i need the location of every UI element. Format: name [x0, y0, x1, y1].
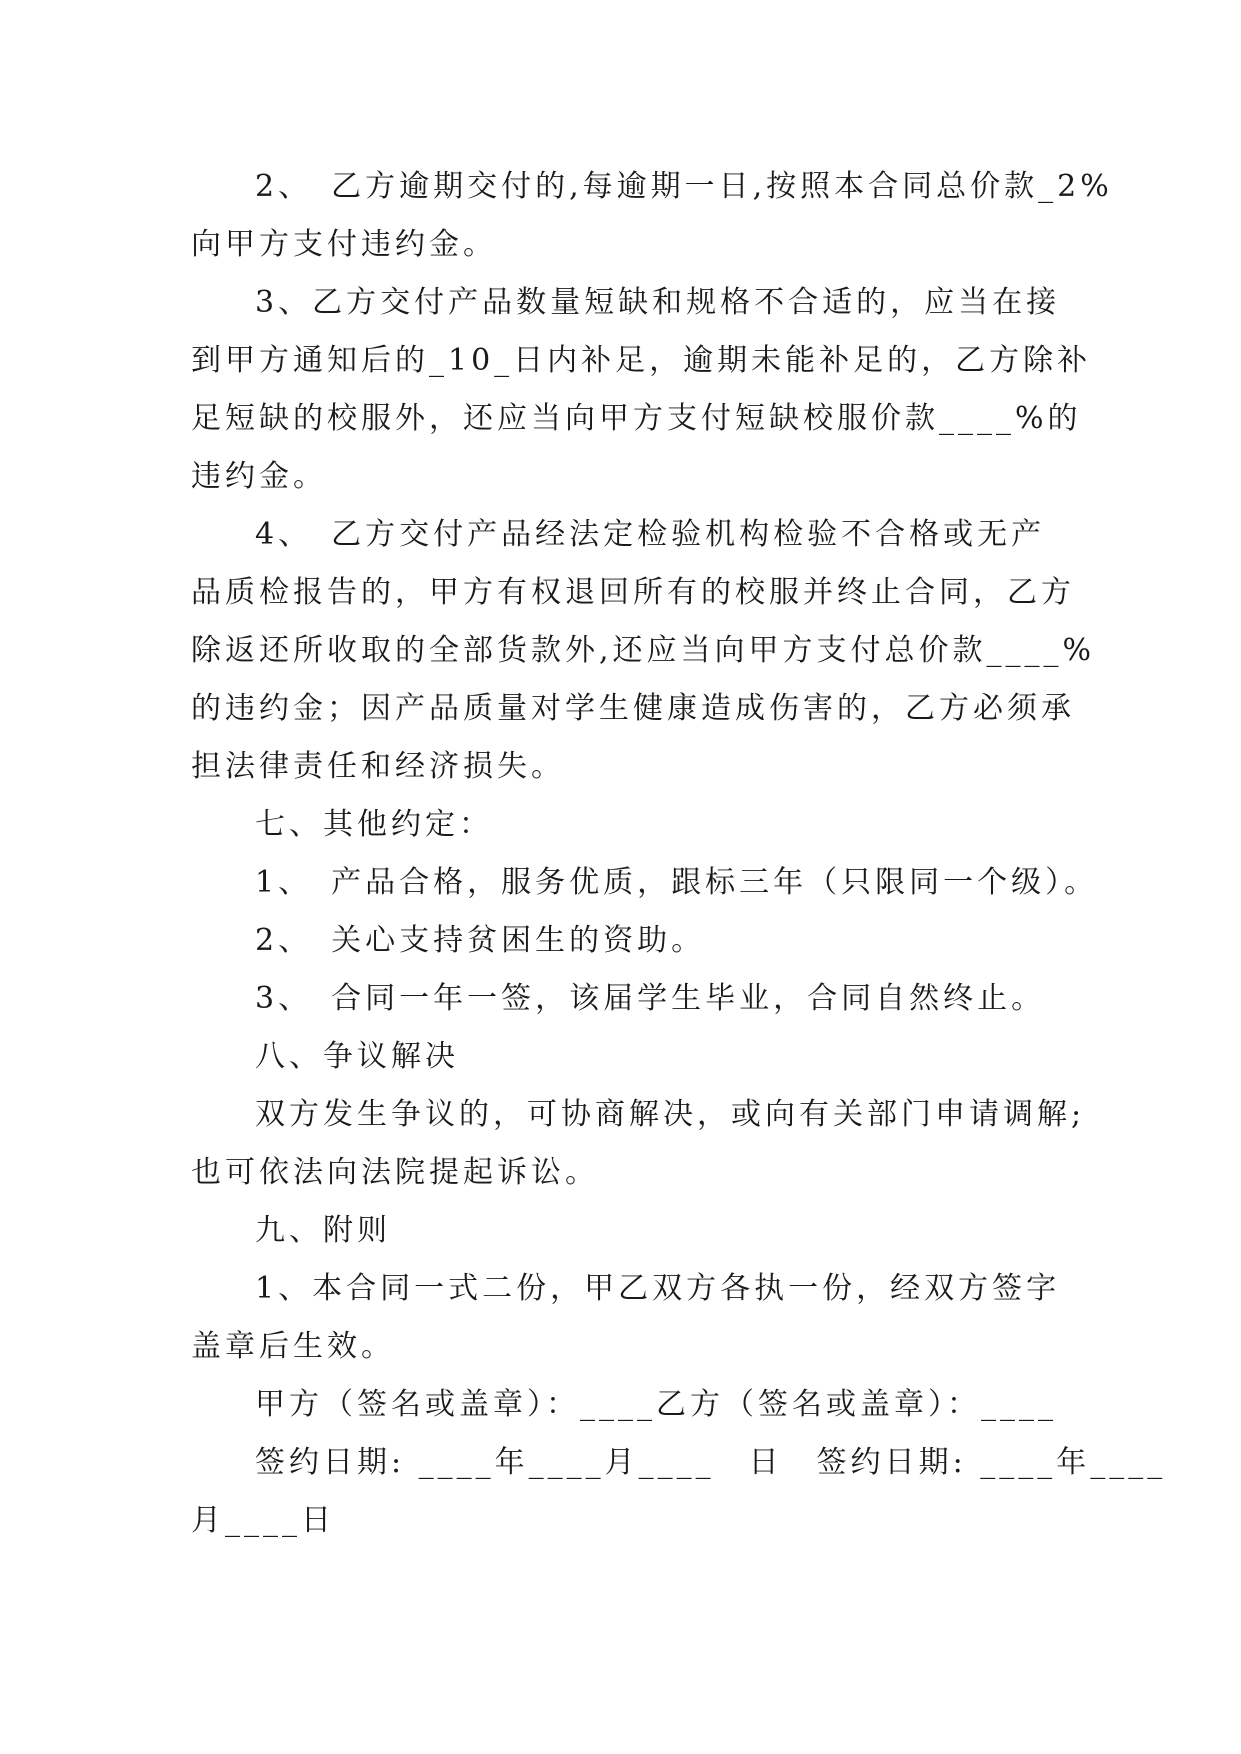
text-line: 担法律责任和经济损失。: [191, 749, 565, 784]
text-line: 3、乙方交付产品数量短缺和规格不合适的，应当在接: [255, 285, 1061, 320]
text-line: 签约日期: ____年____月____ 日 签约日期: ____年____: [255, 1445, 1167, 1480]
text-line: 3、 合同一年一签，该届学生毕业，合同自然终止。: [255, 981, 1046, 1016]
text-line: 4、 乙方交付产品经法定检验机构检验不合格或无产: [255, 517, 1046, 552]
document-body: [191, 158, 1167, 1550]
text-line: 双方发生争议的，可协商解决，或向有关部门申请调解;: [255, 1097, 1086, 1132]
text-line: 违约金。: [191, 459, 327, 494]
text-line: 足短缺的校服外，还应当向甲方支付短缺校服价款____%的: [191, 401, 1082, 436]
text-line: 七、其他约定：: [255, 807, 493, 842]
text-line: 除返还所收取的全部货款外,还应当向甲方支付总价款____%: [191, 633, 1096, 668]
text-line: 到甲方通知后的_10_日内补足，逾期未能补足的，乙方除补: [191, 343, 1092, 378]
text-line: 也可依法向法院提起诉讼。: [191, 1155, 599, 1190]
text-line: 的违约金；因产品质量对学生健康造成伤害的，乙方必须承: [191, 691, 1075, 726]
text-line: 2、 乙方逾期交付的,每逾期一日,按照本合同总价款_2%: [255, 169, 1113, 204]
text-line: 2、 关心支持贫困生的资助。: [255, 923, 706, 958]
text-line: 盖章后生效。: [191, 1329, 395, 1364]
text-line: 八、争议解决: [255, 1039, 459, 1074]
text-line: 1、 产品合格，服务优质，跟标三年（只限同一个级）。: [255, 865, 1099, 900]
text-line: 甲方（签名或盖章）：____乙方（签名或盖章）：____: [255, 1387, 1057, 1422]
text-line: 向甲方支付违约金。: [191, 227, 497, 262]
text-line: 1、本合同一式二份，甲乙双方各执一份，经双方签字: [255, 1271, 1061, 1306]
text-line: 九、附则: [255, 1213, 391, 1248]
text-line: 品质检报告的，甲方有权退回所有的校服并终止合同，乙方: [191, 575, 1075, 610]
text-line: 月____日: [191, 1503, 335, 1538]
